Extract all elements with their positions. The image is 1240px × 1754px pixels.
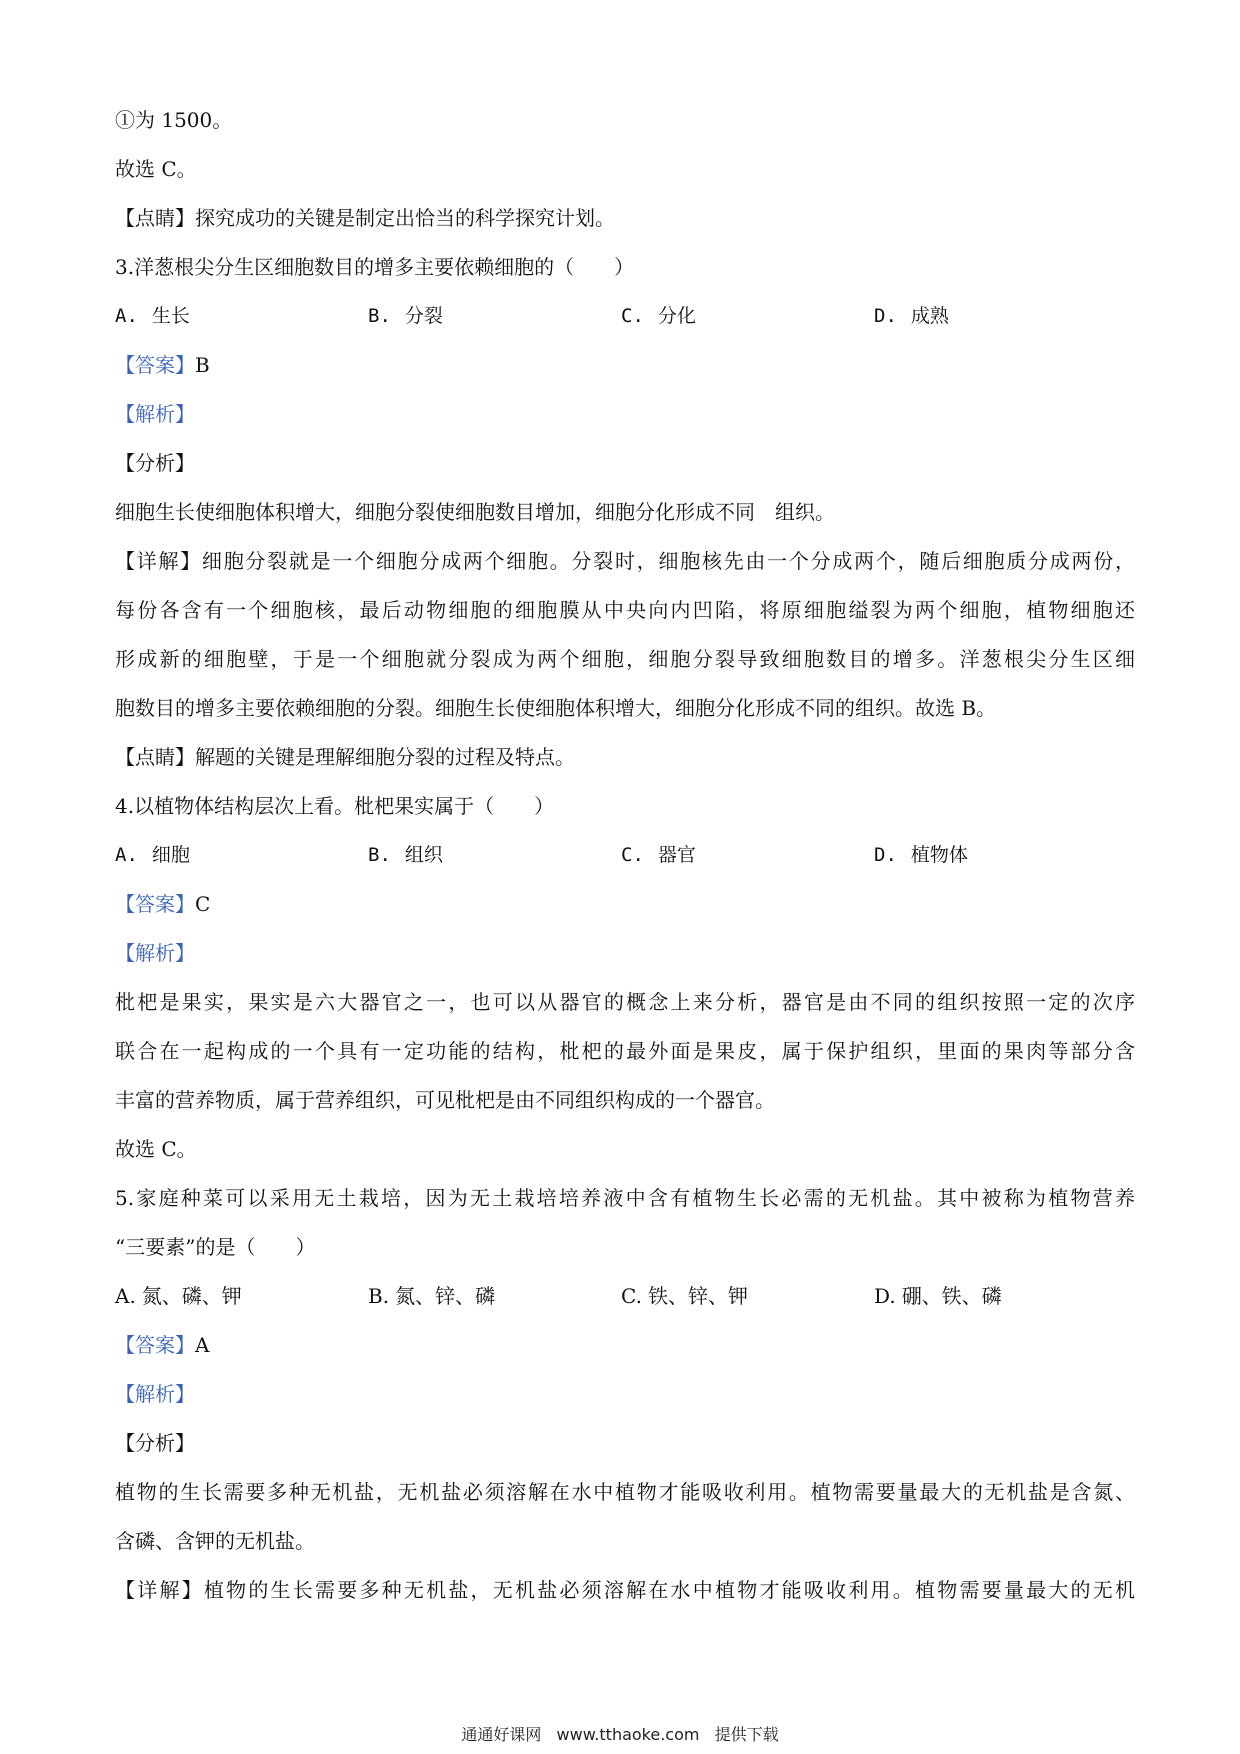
- paragraph-line: 丰富的营养物质，属于营养组织，可见枇杷是由不同组织构成的一个器官。: [115, 1088, 775, 1112]
- paragraph-line: 枇杷是果实，果实是六大器官之一，也可以从器官的概念上来分析，器官是由不同的组织按照一定的次序: [115, 990, 1135, 1014]
- xiangjie-paragraph: [115, 1566, 1135, 1615]
- answer-line: [115, 880, 1135, 929]
- page-content: [115, 96, 1135, 1615]
- fenxi-tag: 【分析】: [115, 451, 195, 475]
- fenxi-text: 细胞生长使细胞体积增大，细胞分裂使细胞数目增加，细胞分化形成不同 组织。: [115, 500, 835, 524]
- answer-value: C: [195, 892, 211, 916]
- paragraph-line: 每份各含有一个细胞核，最后动物细胞的细胞膜从中央向内凹陷，将原细胞缢裂为两个细胞，植物细胞还: [115, 598, 1135, 622]
- paragraph-line: “三要素”的是（ ）: [115, 1235, 316, 1259]
- text-line: 【点睛】探究成功的关键是制定出恰当的科学探究计划。: [115, 206, 615, 230]
- footer-note: 提供下载: [714, 1725, 779, 1744]
- option-a: A. 生长: [115, 305, 190, 327]
- dianjing-line: 【点睛】解题的关键是理解细胞分裂的过程及特点。: [115, 745, 575, 769]
- option-a: A. 氮、磷、钾: [115, 1284, 242, 1308]
- paragraph-line: 胞数目的增多主要依赖细胞的分裂。细胞生长使细胞体积增大，细胞分化形成不同的组织。故选 B。: [115, 696, 997, 720]
- xiangjie-paragraph: [115, 537, 1135, 733]
- footer-site-name: 通通好课网: [461, 1725, 542, 1744]
- guxuan-line: 故选 C。: [115, 1137, 197, 1161]
- text-line: ①为 1500。: [115, 108, 233, 132]
- jiexi-paragraph: [115, 978, 1135, 1125]
- answer-value: B: [195, 353, 210, 377]
- option-d: D. 植物体: [874, 844, 968, 866]
- option-c: C. 铁、锌、钾: [621, 1284, 748, 1308]
- option-b: B. 分裂: [368, 305, 443, 327]
- question-4-stem: 4.以植物体结构层次上看。枇杷果实属于（ ）: [115, 794, 555, 818]
- text-line: 故选 C。: [115, 157, 197, 181]
- question-5-stem: [115, 1174, 1135, 1272]
- paragraph-line: 【详解】细胞分裂就是一个细胞分成两个细胞。分裂时，细胞核先由一个分成两个，随后细胞质分成两份，: [115, 549, 1135, 573]
- answer-tag: 【答案】: [115, 353, 195, 377]
- answer-line: [115, 341, 1135, 390]
- option-b: B. 组织: [368, 844, 443, 866]
- paragraph-line: 含磷、含钾的无机盐。: [115, 1529, 315, 1553]
- fenxi-paragraph: [115, 1468, 1135, 1566]
- page-footer: [0, 1722, 1240, 1745]
- jiexi-tag: 【解析】: [115, 402, 195, 426]
- footer-url[interactable]: www.tthaoke.com: [556, 1725, 700, 1744]
- jiexi-tag: 【解析】: [115, 941, 195, 965]
- option-d: D. 成熟: [874, 305, 949, 327]
- option-c: C. 器官: [621, 844, 696, 866]
- option-a: A. 细胞: [115, 844, 190, 866]
- option-d: D. 硼、铁、磷: [874, 1284, 1002, 1308]
- answer-value: A: [195, 1333, 210, 1357]
- question-3-options: [115, 292, 1135, 341]
- paragraph-line: 5.家庭种菜可以采用无土栽培，因为无土栽培培养液中含有植物生长必需的无机盐。其中被称为植物营养: [115, 1186, 1135, 1210]
- question-3-stem: 3.洋葱根尖分生区细胞数目的增多主要依赖细胞的（ ）: [115, 255, 635, 279]
- paragraph-line: 【详解】植物的生长需要多种无机盐，无机盐必须溶解在水中植物才能吸收利用。植物需要量最大的无机: [115, 1578, 1135, 1602]
- jiexi-tag: 【解析】: [115, 1382, 195, 1406]
- option-c: C. 分化: [621, 305, 696, 327]
- question-5-options: [115, 1272, 1135, 1321]
- answer-tag: 【答案】: [115, 892, 195, 916]
- answer-line: [115, 1321, 1135, 1370]
- fenxi-tag: 【分析】: [115, 1431, 195, 1455]
- answer-tag: 【答案】: [115, 1333, 195, 1357]
- paragraph-line: 形成新的细胞壁，于是一个细胞就分裂成为两个细胞，细胞分裂导致细胞数目的增多。洋葱根尖分生区细: [115, 647, 1135, 671]
- paragraph-line: 联合在一起构成的一个具有一定功能的结构，枇杷的最外面是果皮，属于保护组织，里面的果肉等部分含: [115, 1039, 1135, 1063]
- option-b: B. 氮、锌、磷: [368, 1284, 496, 1308]
- paragraph-line: 植物的生长需要多种无机盐，无机盐必须溶解在水中植物才能吸收利用。植物需要量最大的无机盐是含氮、: [115, 1480, 1135, 1504]
- question-4-options: [115, 831, 1135, 880]
